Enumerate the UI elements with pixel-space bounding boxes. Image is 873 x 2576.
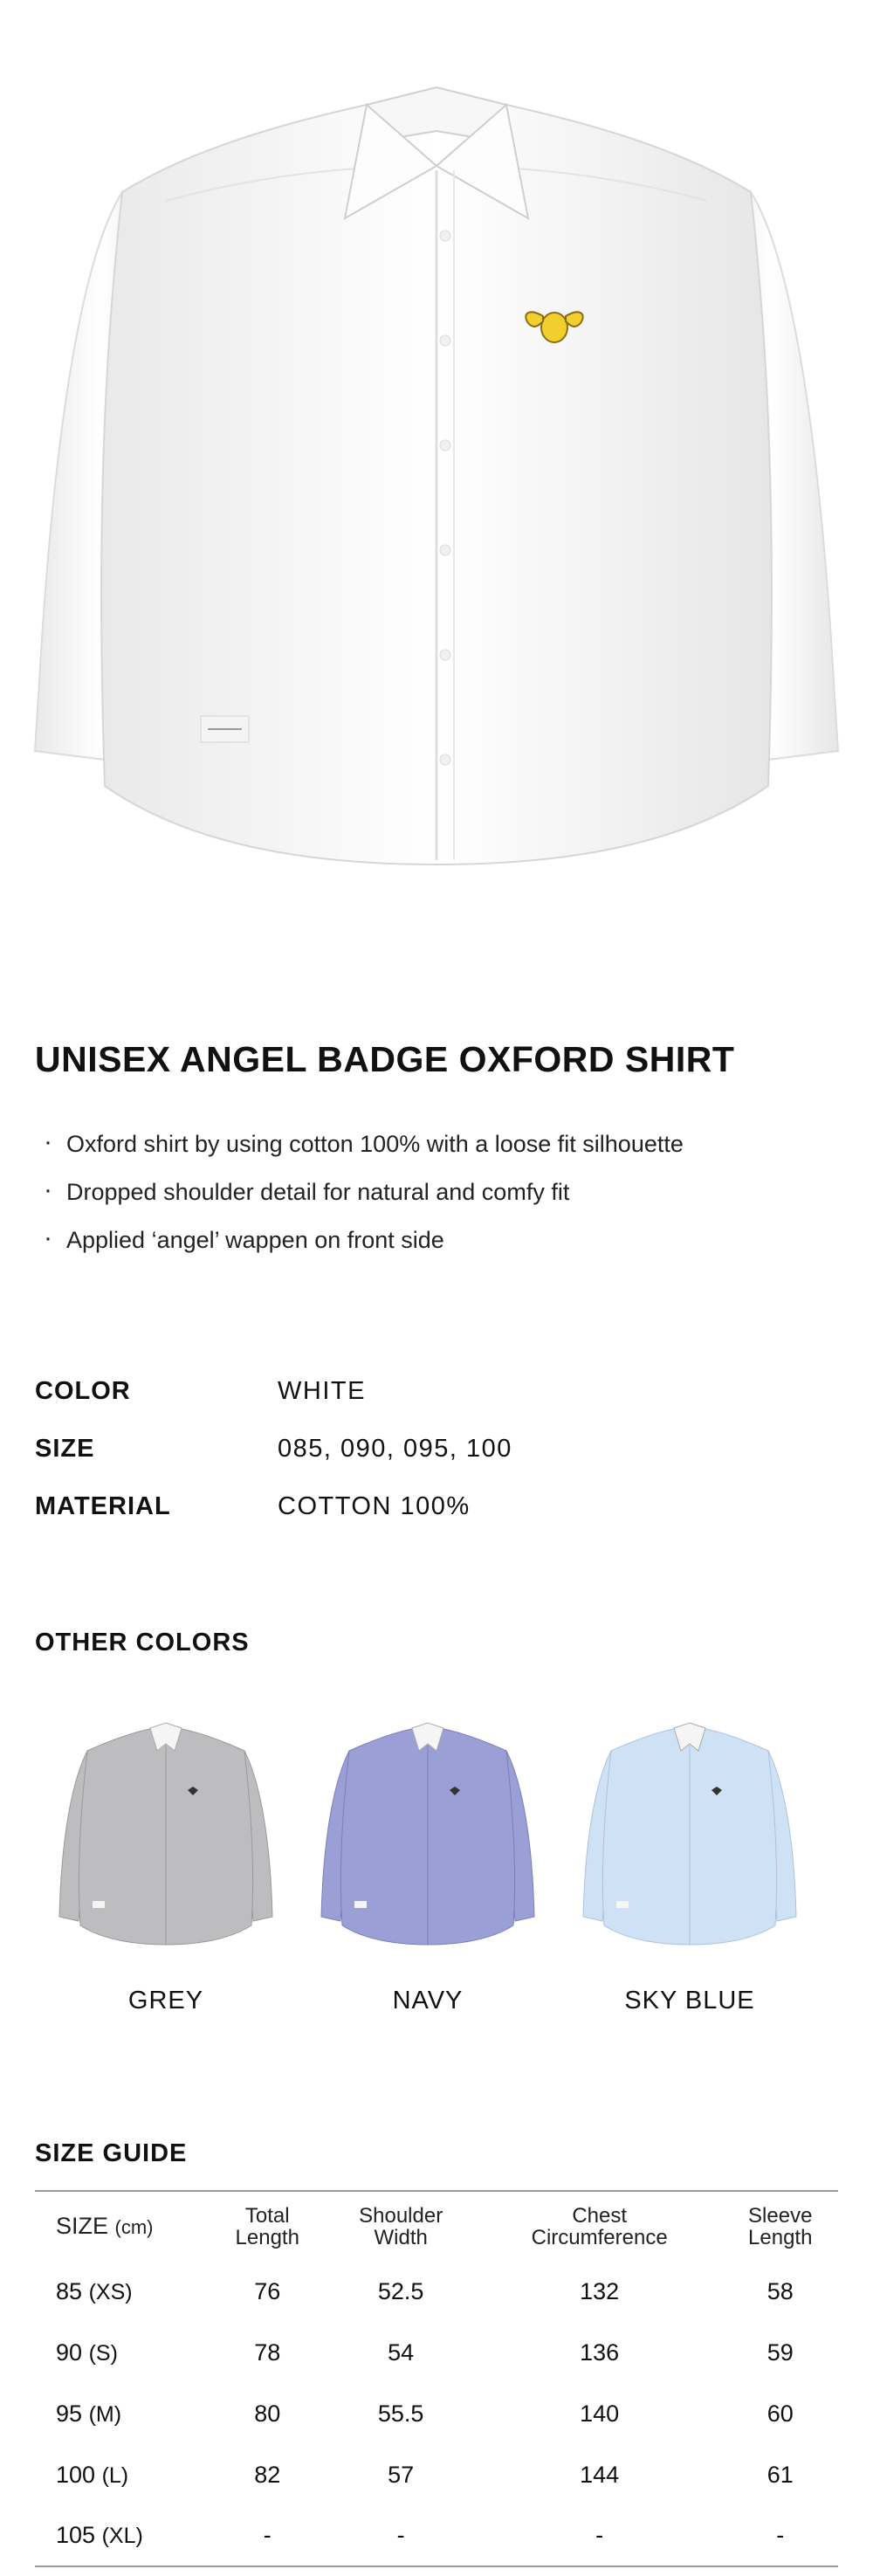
product-specs <box>35 1362 821 1535</box>
size-code: (M) <box>88 2401 122 2427</box>
table-cell: 57 <box>388 2461 415 2488</box>
header-line: Sleeve <box>748 2203 813 2228</box>
shirt-thumbnail <box>52 1716 279 1952</box>
other-colors-title: OTHER COLORS <box>35 1629 250 1656</box>
size-number: 90 <box>56 2338 83 2366</box>
table-cell: 76 <box>254 2277 281 2304</box>
size-column-header <box>35 2191 210 2261</box>
chest-header <box>477 2191 723 2261</box>
header-line: Total <box>244 2203 290 2228</box>
total-length-header <box>210 2191 325 2261</box>
table-row <box>35 2322 838 2383</box>
table-row <box>35 2383 838 2444</box>
table-cell: - <box>396 2522 405 2548</box>
size-guide-title: SIZE GUIDE <box>35 2139 188 2167</box>
color-option-sky-blue[interactable] <box>559 1716 821 2015</box>
size-number: 95 <box>56 2400 83 2427</box>
table-cell: 52.5 <box>377 2277 424 2304</box>
table-cell: - <box>776 2522 785 2548</box>
size-cell <box>35 2261 210 2322</box>
shoulder-width-header <box>325 2191 476 2261</box>
spec-label: SIZE <box>35 1434 95 1463</box>
table-row <box>35 2261 838 2322</box>
other-colors-list <box>35 1716 821 2015</box>
size-number: 100 <box>56 2461 96 2488</box>
spec-value: 085, 090, 095, 100 <box>278 1434 512 1463</box>
header-line: Circumference <box>531 2225 668 2249</box>
color-option-label: NAVY <box>392 1987 464 2015</box>
table-cell: 55.5 <box>377 2400 424 2427</box>
header-line: Length <box>235 2225 299 2249</box>
unit-label: (cm) <box>114 2215 154 2238</box>
spec-value: COTTON 100% <box>278 1491 471 1520</box>
table-cell: 136 <box>580 2338 620 2366</box>
table-cell: 144 <box>580 2461 620 2488</box>
table-cell: 140 <box>580 2400 620 2427</box>
table-cell: 59 <box>766 2338 794 2366</box>
shirt-thumbnail <box>576 1716 803 1952</box>
table-cell: - <box>263 2522 272 2548</box>
spec-label: COLOR <box>35 1376 131 1405</box>
header-line: Length <box>748 2225 813 2249</box>
header-line: Chest <box>572 2203 628 2228</box>
table-cell: 82 <box>254 2461 281 2488</box>
table-cell: 60 <box>766 2400 794 2427</box>
color-option-label: SKY BLUE <box>624 1987 755 2015</box>
color-option-label: GREY <box>127 1987 204 2015</box>
feature-list <box>35 1126 684 1271</box>
header-line: Width <box>374 2225 428 2249</box>
table-row <box>35 2505 838 2566</box>
feature-item: · Applied ‘angel’ wappen on front side <box>35 1223 684 1271</box>
size-cell <box>35 2322 210 2383</box>
feature-item: · Dropped shoulder detail for natural and comfy fit <box>35 1174 684 1223</box>
size-code: (XS) <box>88 2279 133 2304</box>
color-option-navy[interactable] <box>297 1716 559 2015</box>
table-cell: 132 <box>580 2277 620 2304</box>
sleeve-length-header <box>722 2191 838 2261</box>
size-code: (XL) <box>101 2524 143 2548</box>
size-cell <box>35 2505 210 2566</box>
size-cell <box>35 2444 210 2505</box>
size-guide-table <box>35 2190 838 2567</box>
spec-row-material <box>35 1477 821 1535</box>
table-header-row <box>35 2191 838 2261</box>
size-number: 85 <box>56 2277 83 2304</box>
table-cell: - <box>595 2522 604 2548</box>
size-number: 105 <box>56 2522 96 2548</box>
feature-item: · Oxford shirt by using cotton 100% with a loose fit silhouette <box>35 1126 684 1174</box>
table-cell: 78 <box>254 2338 281 2366</box>
table-cell: 61 <box>766 2461 794 2488</box>
spec-row-color <box>35 1362 821 1420</box>
size-header-label: SIZE <box>56 2212 109 2239</box>
color-option-grey[interactable] <box>35 1716 297 2015</box>
product-title: UNISEX ANGEL BADGE OXFORD SHIRT <box>35 1039 735 1079</box>
shirt-thumbnail <box>314 1716 541 1952</box>
size-cell <box>35 2383 210 2444</box>
spec-value: WHITE <box>278 1376 366 1405</box>
spec-row-size <box>35 1420 821 1477</box>
header-line: Shoulder <box>359 2203 443 2228</box>
white-shirt-illustration <box>0 0 873 952</box>
table-cell: 58 <box>766 2277 794 2304</box>
size-code: (L) <box>101 2462 129 2488</box>
product-hero-image <box>0 0 873 952</box>
table-cell: 54 <box>388 2338 415 2366</box>
size-code: (S) <box>88 2340 118 2366</box>
spec-label: MATERIAL <box>35 1491 171 1520</box>
table-cell: 80 <box>254 2400 281 2427</box>
table-row <box>35 2444 838 2505</box>
